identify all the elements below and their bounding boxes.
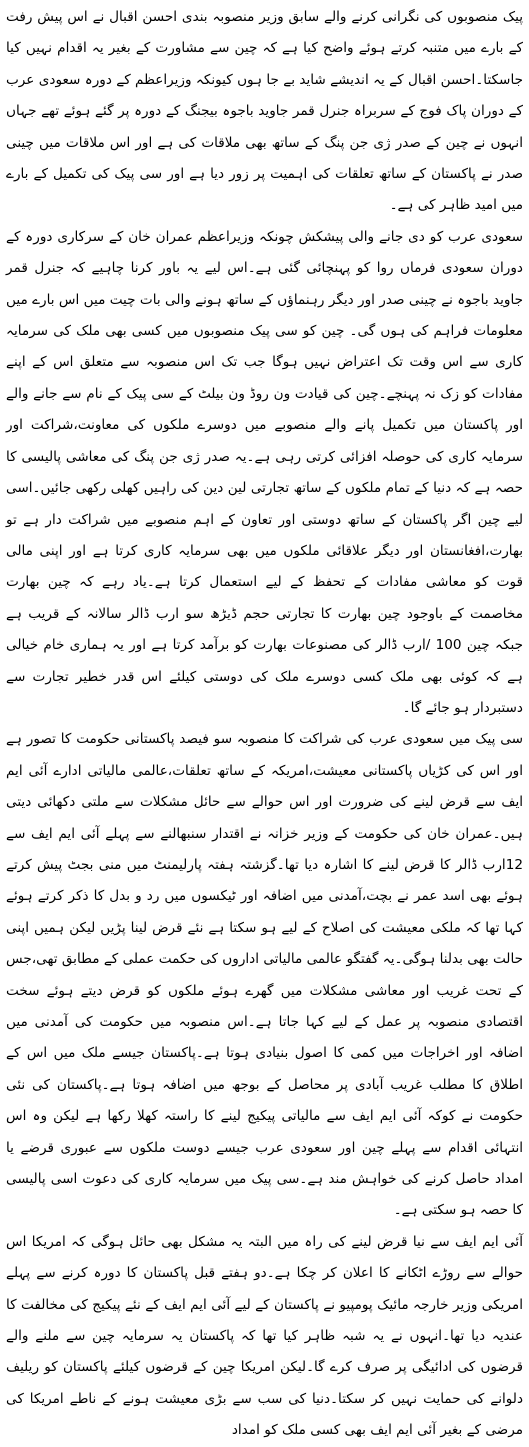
article-paragraph-2: سعودی عرب کو دی جانے والی پیشکش چونکہ وزیراعظم عمران خان کے سرکاری دورہ کے دوران سعودی فرماں روا کو پہنچائی گئی ہے۔اس لیے یہ باور کرنا چاہیے کہ جنرل قمر جاوید باجوہ نے چینی صدر اور دیگر رہنماؤں کے ساتھ ہونے والی بات چیت میں اس بارے میں معلومات فراہم کی ہوں گی۔ چین کو سی پیک منصوبوں میں کسی بھی ملک کی سرمایہ کاری سے اس وقت تک اعتراض نہیں ہوگا جب تک اس منصوبہ سے متعلق اس کے اپنے مفادات کو زک نہ پہنچے۔چین کی قیادت ون روڈ ون بیلٹ کے سی پیک کے نام سے جانے والے اور پاکستان میں تکمیل پانے والے منصوبے میں دوسرے ملکوں کی معاونت،شراکت اور سرمایہ کاری کی حوصلہ افزائی کرتی رہی ہے۔یہ صدر ژی جن پنگ کی معاشی پالیسی کا حصہ ہے کہ دنیا کے تمام ملکوں کے ساتھ تجارتی لین دین کی راہیں کھلی رکھی جائیں۔اسی لیے چین اگر پاکستان کے ساتھ دوستی اور تعاون کے اہم منصوبے میں شراکت دار ہے تو بھارت،افغانستان اور دیگر علاقائی ملکوں میں بھی سرمایہ کاری کرتا ہے اور اپنی مالی قوت کو معاشی مفادات کے تحفظ کے لیے استعمال کرتا ہے۔یاد رہے کہ چین بھارت مخاصمت کے باوجود چین بھارت کا تجارتی حجم ڈیڑھ سو ارب ڈالر سالانہ کے قریب ہے جبکہ چین 100 /ارب ڈالر کی مصنوعات بھارت کو برآمد کرتا ہے اور یہ ہماری خام خیالی ہے کہ کوئی بھی ملک کسی دوسرے ملک کی دوستی کیلئے اس قدر خطیر تجارت سے دستبردار ہو جائے گا۔: [6, 228, 523, 716]
article-paragraph-1: پیک منصوبوں کی نگرانی کرنے والے سابق وزیر منصوبہ بندی احسن اقبال نے اس پیش رفت کے بارے میں متنبہ کرتے ہوئے واضح کیا ہے کہ چین سے مشاورت کے بغیر یہ اقدام نہیں کیا جاسکتا۔احسن اقبال کے یہ اندیشے شاید بے جا ہوں کیونکہ وزیراعظم کے دورہ سعودی عرب کے دوران پاک فوج کے سربراہ جنرل قمر جاوید باجوہ بیجنگ کے دورہ پر گئے ہوئے تھے جہاں انہوں نے چین کے صدر ژی جن پنگ کے ساتھ بھی ملاقات کی ہے اور اس ملاقات میں چینی صدر نے پاکستان کے ساتھ تعلقات کی اہمیت پر زور دیا ہے اور سی پیک کی تکمیل کے بارے میں امید ظاہر کی ہے۔: [6, 9, 523, 214]
article-paragraph-4: آئی ایم ایف سے نیا قرض لینے کی راہ میں البتہ یہ مشکل بھی حائل ہوگی کہ امریکا اس حوالے سے روڑے اٹکانے کا اعلان کر چکا ہے۔دو ہفتے قبل پاکستان کا دورہ کرنے سے پہلے امریکی وزیر خارجہ مائیک پومپیو نے پاکستان کے لیے آئی ایم ایف کے نئے پیکیج کی مخالفت کا عندیہ دیا تھا۔انہوں نے یہ شبہ ظاہر کیا تھا کہ پاکستان یہ سرمایہ چین سے ملنے والے قرضوں کی ادائیگی پر صرف کرے گا۔لیکن امریکا چین کے قرضوں کیلئے پاکستان کو ریلیف دلوانے کی حمایت نہیں کر سکتا۔دنیا کی سب سے بڑی معیشت ہونے کے ناطے امریکا کی مرضی کے بغیر آئی ایم ایف بھی کسی ملک کو امداد: [6, 1233, 523, 1439]
article-paragraph-3: سی پیک میں سعودی عرب کی شراکت کا منصوبہ سو فیصد پاکستانی حکومت کا تصور ہے اور اس کی کڑیاں پاکستانی معیشت،امریکہ کے ساتھ تعلقات،عالمی مالیاتی ادارے آئی ایم ایف سے قرض لینے کی ضرورت اور اس حوالے سے حائل مشکلات سے ملتی دکھائی دیتی ہیں۔عمران خان کی حکومت کے وزیر خزانہ نے اقتدار سنبھالنے سے پہلے آئی ایم ایف سے 12ارب ڈالر کا قرض لینے کا اشارہ دیا تھا۔گزشتہ ہفتہ پارلیمنٹ میں منی بجٹ پیش کرتے ہوئے بھی اسد عمر نے بچت،آمدنی میں اضافہ اور ٹیکسوں میں رد و بدل کا ذکر کرتے ہوئے کہا تھا کہ ملکی معیشت کی اصلاح کے لیے ہو سکتا ہے نئے قرض لینا پڑیں لیکن ہمیں اپنی حالت بھی بدلنا ہوگی۔یہ گفتگو عالمی مالیاتی اداروں کی حکمت عملی کے مطابق تھی،جس کے تحت غریب اور معاشی مشکلات میں گھرے ہوئے ملکوں کو قرض دیتے ہوئے سخت اقتصادی منصوبہ پر عمل کے لیے کہا جاتا ہے۔اس منصوبہ میں حکومت کی آمدنی میں اضافہ اور اخراجات میں کمی کا اصول بنیادی ہوتا ہے۔پاکستان جیسے ملک میں اس کے اطلاق کا مطلب غریب آبادی پر محاصل کے بوجھ میں اضافہ ہوتا ہے۔پاکستان کی نئی حکومت نے کوکہ آئی ایم ایف سے مالیاتی پیکیج لینے کا راستہ کھلا رکھا ہے لیکن وہ اس انتہائی اقدام سے پہلے چین اور سعودی عرب جیسے دوست ملکوں سے عبوری قرضے یا امداد حاصل کرنے کی خواہش مند ہے۔سی پیک میں سرمایہ کاری کی دعوت اسی پالیسی کا حصہ ہو سکتی ہے۔: [6, 731, 523, 1219]
